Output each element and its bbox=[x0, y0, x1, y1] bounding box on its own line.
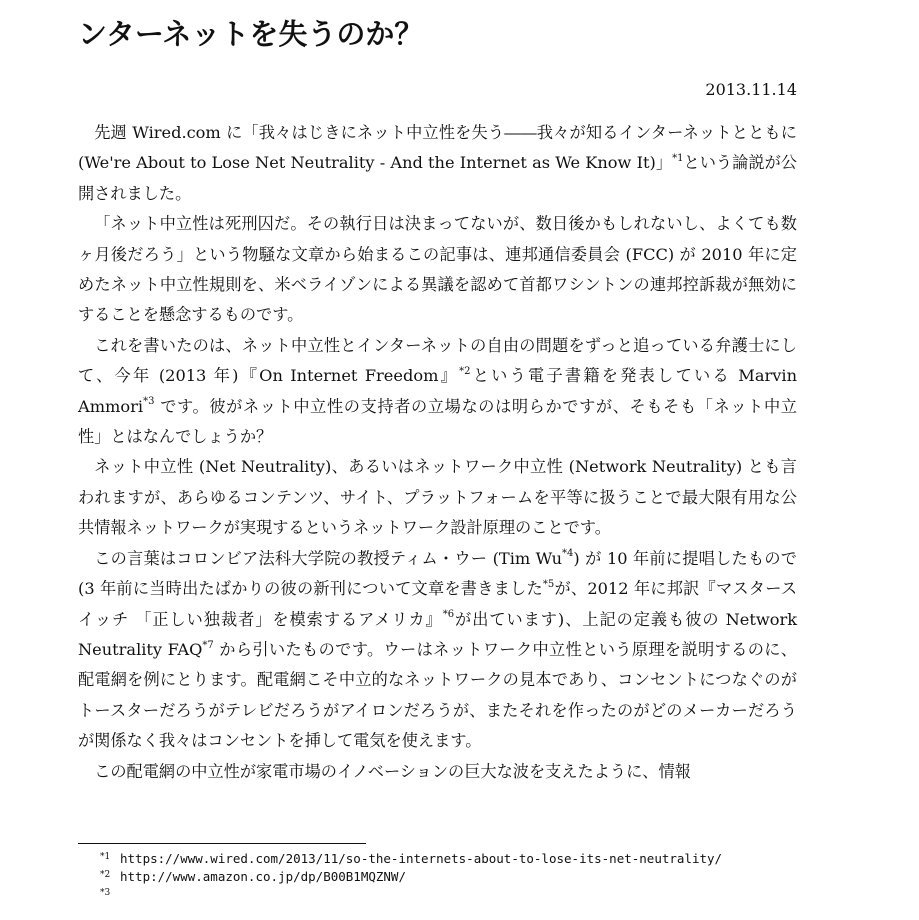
footnote-mark: *1 bbox=[100, 852, 111, 862]
paragraph: これを書いたのは、ネット中立性とインターネットの自由の問題をずっと追っている弁護士にして、今年 (2013 年)『On Internet Freedom』$^{*2}$という電子書籍を発表している Marvin Ammori$^{*3}$ です。彼がネット中立性の支持者の立場なのは明らかですが、そもそも「ネット中立性」とはなんでしょうか？ bbox=[78, 335, 797, 447]
paragraph: この言葉はコロンビア法科大学院の教授ティム・ウー (Tim Wu$^{*4}$) が 10 年前に提唱したもので (3 年前に当時出たばかりの彼の新刊について文章を書きました$^{*5}$が、2012 年に邦訳『マスタースイッチ 「正しい独裁者」を模索するアメリカ』$^{*6}$が出ています)、上記の定義も彼の Network Neutrality FAQ$^{*7}$ から引いたものです。ウーはネットワーク中立性という原理を説明するのに、配電網を例にとります。配電網こそ中立的なネットワークの見本であり、コンセントにつなぐのがトースターだろうがテレビだろうがアイロンだろうが、またそれを作ったのがどのメーカーだろうが関係なく我々はコンセントを挿して電気を使えます。 bbox=[78, 548, 798, 751]
footnotes bbox=[100, 850, 800, 898]
footnote-ref[interactable]: *2 bbox=[459, 365, 471, 377]
article-title: ンターネットを失うのか？ bbox=[78, 17, 424, 51]
paragraph: 「ネット中立性は死刑囚だ。その執行日は決まってないが、数日後かもしれないし、よくても数ヶ月後だろう」という物騒な文章から始まるこの記事は、連邦通信委員会 (FCC) が 2010 年に定めたネット中立性規則を、米ベライゾンによる異議を認めて首都ワシントンの連邦控訴裁が無効にすることを懸念するものです。 bbox=[78, 214, 797, 325]
footnote-ref[interactable]: *4 bbox=[562, 548, 574, 560]
footnote-ref[interactable]: *1 bbox=[672, 153, 684, 165]
footnote-ref[interactable]: *5 bbox=[542, 578, 555, 590]
article-body bbox=[78, 118, 797, 787]
footnote-ref[interactable]: *7 bbox=[202, 639, 214, 651]
article-date: 2013.11.14 bbox=[705, 80, 797, 99]
paragraph: ネット中立性 (Net Neutrality)、あるいはネットワーク中立性 (Network Neutrality) とも言われますが、あらゆるコンテンツ、サイト、プラットフォームを平等に扱うことで最大限有用な公共情報ネットワークが実現するというネットワーク設計原理のことです。 bbox=[78, 457, 797, 538]
footnote-divider bbox=[78, 843, 366, 844]
footnote-item bbox=[100, 868, 800, 886]
footnote-ref[interactable]: *3 bbox=[143, 396, 155, 408]
footnote-link[interactable]: https://www.wired.com/2013/11/so-the-internets-about-to-lose-its-net-neutrality/ bbox=[120, 851, 723, 866]
footnote-ref[interactable]: *6 bbox=[442, 609, 455, 621]
footnote-mark: *3 bbox=[100, 888, 111, 898]
footnote-link[interactable]: http://www.amazon.co.jp/dp/B00B1MQZNW/ bbox=[120, 869, 406, 884]
footnote-item bbox=[100, 850, 800, 868]
footnote-mark: *2 bbox=[100, 870, 111, 880]
paragraph: この配電網の中立性が家電市場のイノベーションの巨大な波を支えたように、情報 bbox=[94, 761, 691, 781]
paragraph: 先週 Wired.com に「我々はじきにネット中立性を失う――我々が知るインターネットとともに (We're About to Lose Net Neutrality - And the Internet as We Know It)」$^{*1}$という論説が公開されました。 bbox=[78, 123, 797, 203]
